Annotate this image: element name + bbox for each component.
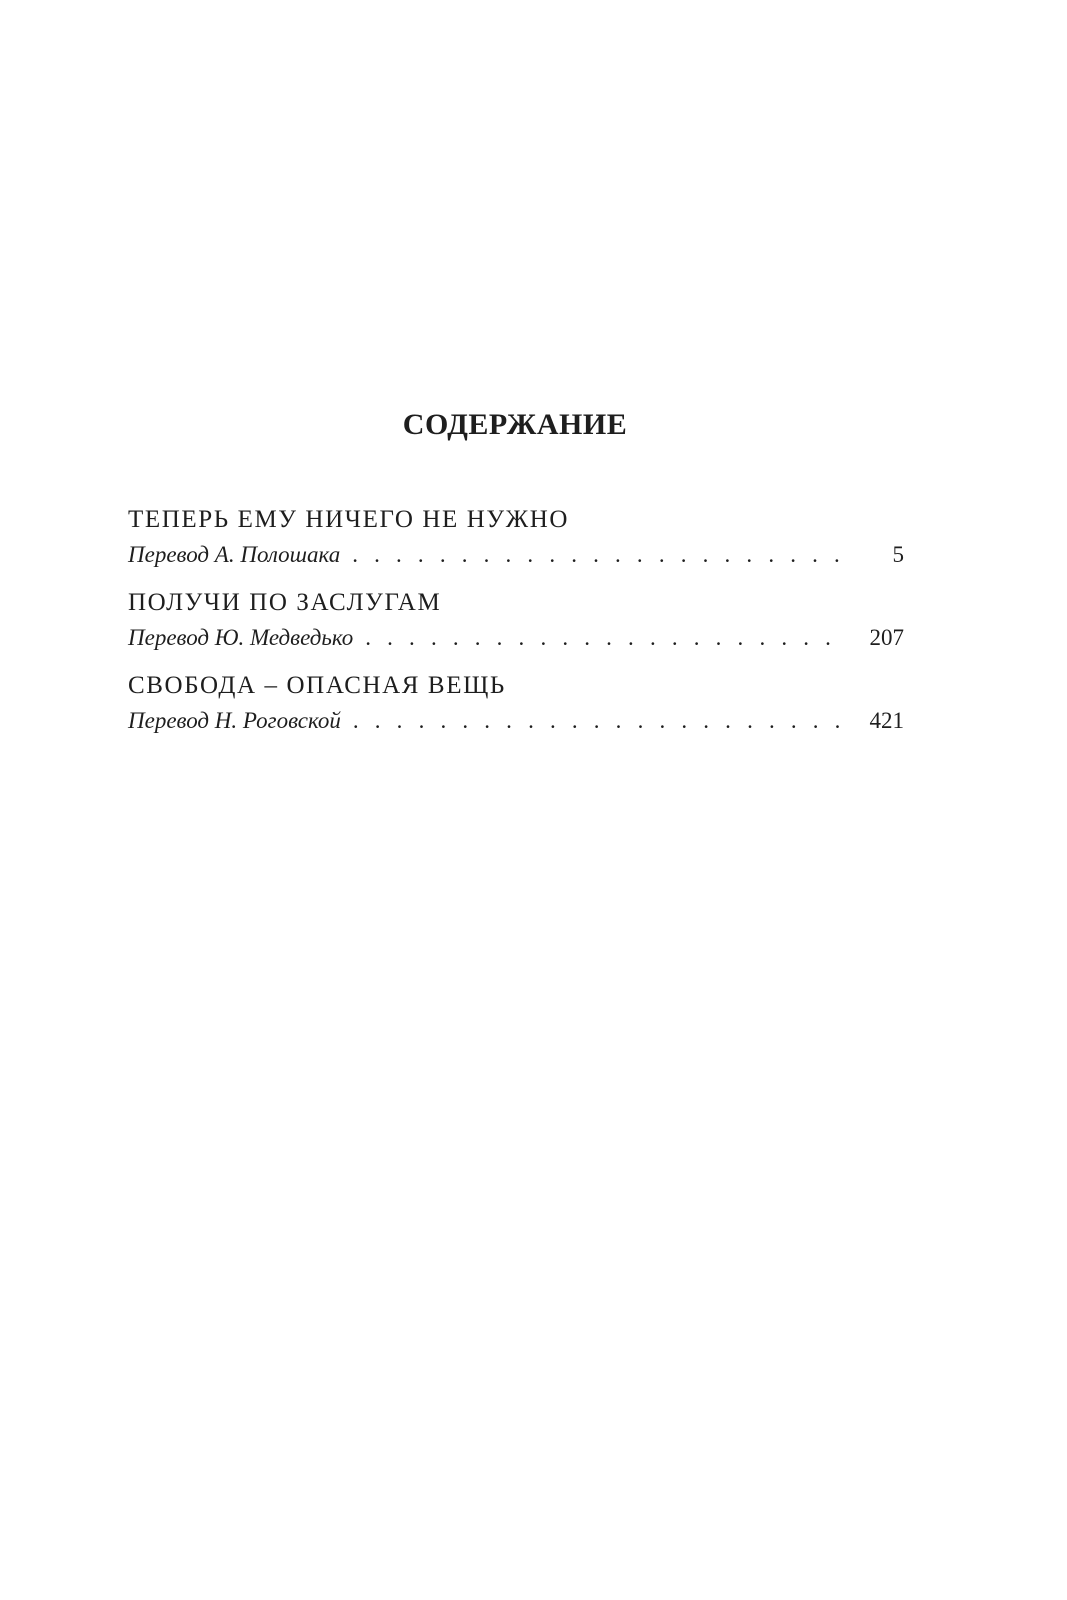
toc-entry [128, 583, 904, 666]
toc-entry-translator: Перевод Ю. Медведько [128, 625, 354, 650]
toc-entry-title: ТЕПЕРЬ ЕМУ НИЧЕГО НЕ НУЖНО [128, 506, 570, 533]
toc-entry-translator: Перевод Н. Роговской [128, 708, 341, 733]
toc-entry-line [128, 540, 904, 570]
page-title: СОДЕРЖАНИЕ [402, 408, 628, 441]
toc-entry-translator: Перевод А. Полошака [128, 542, 341, 567]
dot-leader [365, 623, 848, 653]
dot-leader [353, 706, 848, 736]
toc-entry [128, 500, 904, 583]
toc-entry-title: ПОЛУЧИ ПО ЗАСЛУГАМ [128, 589, 442, 616]
table-of-contents [128, 500, 904, 749]
toc-entry-page-number: 421 [869, 708, 904, 733]
toc-entry-page-number: 5 [892, 542, 904, 567]
toc-entry [128, 666, 904, 749]
toc-entry-title: СВОБОДА – ОПАСНАЯ ВЕЩЬ [128, 672, 506, 699]
toc-entry-line [128, 706, 904, 736]
dot-leader [352, 540, 848, 570]
toc-entry-page-number: 207 [869, 625, 904, 650]
toc-entry-line [128, 623, 904, 653]
